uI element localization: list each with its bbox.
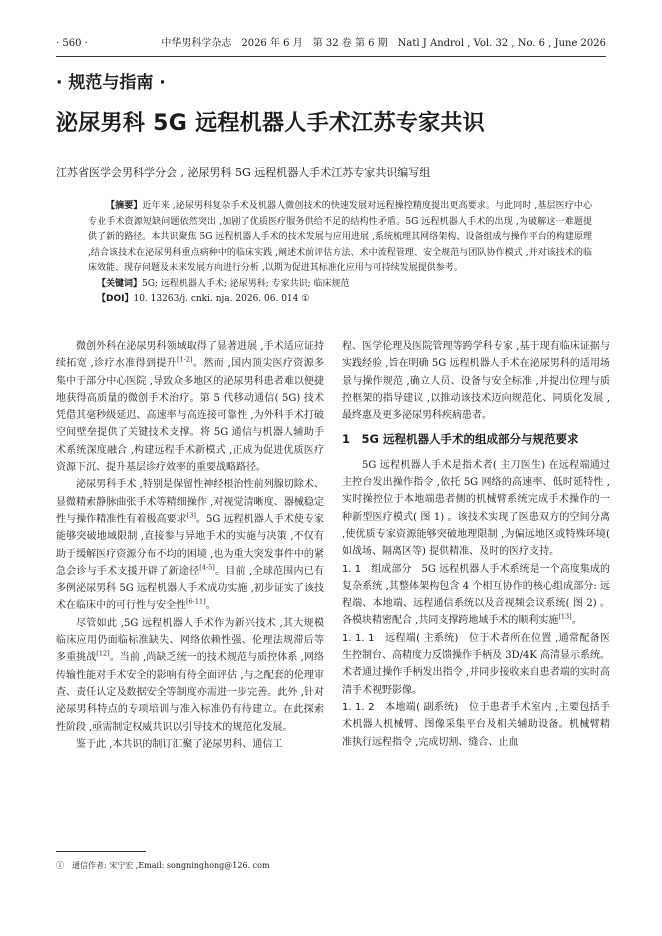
text-run: 微创外科在泌尿男科领域取得了显著进展 ,手术适应证持续拓宽 ,诊疗水准得到提升 (56, 341, 324, 370)
doi-text: 10. 13263/j. cnki. nja. 2026. 06. 014 ① (133, 294, 310, 304)
text-run: 。 (571, 615, 582, 627)
doi-label: 【DOI】 (97, 294, 134, 304)
body-paragraph (56, 338, 324, 476)
abstract-label: 【摘要】 (106, 201, 143, 211)
text-run: 位于患者手术室内 ,主要包括手术机器人机械臂、图像采集平台及相关辅助设备。机械臂精准执行远程指令 ,完成切割、缝合、止血 (342, 701, 610, 748)
text-run: 。然而 ,国内顶尖医疗资源多集中于部分中心医院 ,导致众多地区的泌尿男科患者难以便捷地获得高质量的微创手术治疗。第 5 代移动通信( 5G) 技术凭借其毫秒级延迟、高速率与高连接可靠性 ,为外科手术打破空间壁垒提供了关键技术支撑。将 5G 通信与机器人辅助手术系统深度融合 ,构建远程手术新模式 ,正成为促进优质医疗资源下沉、提升基层诊疗效率的重要战略路径。 (56, 358, 324, 474)
subsection-paragraph (342, 699, 610, 751)
text-run: 5G 远程机器人手术系统是一个高度集成的复杂系统 ,其整体架构包含 4 个相互协作的核心组成部分: 远程端、本地端、远程通信系统以及音视频会议系统( 图 2) 。各模块精密配合 ,共同支撑跨地域手术的顺利实施 (342, 563, 610, 627)
citation-ref: [3] (186, 511, 196, 520)
footnote-rule (56, 851, 146, 852)
subsection-label: 1. 1. 1 远程端( 主系统) (342, 632, 459, 644)
subsection-label: 1. 1. 2 本地端( 副系统) (342, 701, 459, 713)
body-paragraph: 程、医学伦理及医院管理等跨学科专家 ,基于现有临床证据与实践经验 ,旨在明确 5G 远程机器人手术在泌尿男科的适用场景与操作规范 ,确立人员、设备与安全标准 ,并提出位理与质控框架的指导建议 ,以推动该技术迈向规范化、同质化发展 ,最终惠及更多泌尿男科疾病患者。 (342, 341, 610, 422)
citation-ref: [1-2] (177, 355, 193, 364)
text-run: 。目前 ,全球范围内已有多例泌尿男科 5G 远程机器人手术成功实施 ,初步证实了该技术在临床中的可行性与安全性 (56, 565, 324, 612)
citation-ref: [4-5] (199, 563, 215, 572)
journal-citation: 中华男科学杂志 2026 年 6 月 第 32 卷 第 6 期 Natl J Androl , Vol. 32 , No. 6 , June 2026 (161, 38, 606, 49)
left-column (56, 338, 324, 753)
abstract-paragraph (88, 199, 592, 277)
citation-ref: [13] (558, 613, 572, 622)
article-title: 泌尿男科 5G 远程机器人手术江苏专家共识 (56, 111, 485, 136)
text-run: 。 (205, 600, 216, 612)
citation-ref: [6-11] (186, 598, 206, 607)
doi-line (88, 292, 592, 308)
footnote: ① 通信作者: 宋宁宏 ,Email: songninghong@126. com (56, 861, 270, 870)
subsection-paragraph (342, 561, 610, 630)
body-paragraph (56, 476, 324, 614)
keywords-text: 5G; 远程机器人手术; 泌尿男科; 专家共识; 临床规范 (142, 278, 350, 289)
section-tag: · 规范与指南 · (56, 73, 166, 93)
text-run: 泌尿男科手术 ,特别是保留性神经根治性前列腺切除术、显微精索静脉曲张手术等精细操作 ,对视觉清晰度、器械稳定性与操作精准性有着极高要求 (56, 479, 324, 525)
abstract-text: 近年来 ,泌尿男科复杂手术及机器人微创技术的快速发展对远程操控精度提出更高要求。与此同时 ,基层医疗中心专业手术资源短缺问题依然突出 ,加剧了优质医疗服务供给不足的结构性矛盾。5G 远程机器人手术的出现 ,为破解这一难题提供了新的路径。本共识聚焦 5G 远程机器人手术的技术发展与应用进展 ,系统梳理其网络架构、设备组成与操作平台的构建原理 ,结合该技术在泌尿男科重点病种中的临床实践 ,阐述术前评估方法、术中流程管理、安全规范与团队协作模式 ,并对该技术的临床效能、现存问题及未来发展方向进行分析 ,以期为促进其标准化应用与可持续发展提供参考。 (88, 201, 592, 273)
keywords-line (88, 277, 592, 293)
right-column (342, 338, 610, 751)
abstract-block (88, 199, 592, 308)
subsection-label: 1. 1 组成部分 (342, 563, 412, 575)
body-paragraph: 5G 远程机器人手术是指术者( 主刀医生) 在远程端通过主控台发出操作指令 ,依托 5G 网络的高速率、低时延特性 ,实时操控位于本地端患者侧的机械臂系统完成手术操作的一种新型医疗模式( 图 1) 。该技术实现了医患双方的空间分离 ,使优质专家资源能够突破地理限制 ,为偏远地区或特殊环境( 如战场、隔离区等) 提供精准、及时的医疗支持。 (342, 459, 610, 558)
body-paragraph: 鉴于此 ,本共识的制订汇聚了泌尿男科、通信工 (76, 738, 283, 750)
header-rule (56, 56, 606, 57)
author-line: 江苏省医学会男科学分会 , 泌尿男科 5G 远程机器人手术江苏专家共识编写组 (56, 166, 431, 179)
text-run: 。当前 ,尚缺乏统一的技术规范与质控体系 ,网络传输性能对手术安全的影响有待全面评估 ,与之配套的伦理审查、责任认定及数据安全等制度亦需进一步完善。此外 ,针对泌尿男科特点的专项培训与准入标准仍有待建立。在此探索性阶段 ,亟需制定权威共识以引导技术的规范化发展。 (56, 652, 325, 733)
section-heading: 1 5G 远程机器人手术的组成部分与规范要求 (342, 432, 579, 447)
text-run: 。5G 远程机器人手术使专家能够突破地域限制 ,直接参与异地手术的实施与决策 ,不仅有助于缓解医疗资源分布不均的困境 ,也为重大突发事件中的紧急会诊与手术支援开辟了新途径 (56, 513, 325, 577)
citation-ref: [12] (96, 650, 110, 659)
page-number: · 560 · (56, 38, 88, 49)
text-run: 位于术者所在位置 ,通常配备医生控制台、高精度力反馈操作手柄及 3D/4K 高清显示系统。术者通过操作手柄发出指令 ,并同步接收来自患者端的实时高清手术视野影像。 (342, 632, 610, 696)
body-paragraph (56, 615, 324, 736)
text-run: 尽管如此 ,5G 远程机器人手术作为新兴技术 ,其大规模临床应用仍面临标准缺失、网络依赖性强、伦理法规滞后等多重挑战 (56, 617, 324, 664)
keywords-label: 【关键词】 (97, 278, 143, 289)
subsection-paragraph (342, 630, 610, 699)
